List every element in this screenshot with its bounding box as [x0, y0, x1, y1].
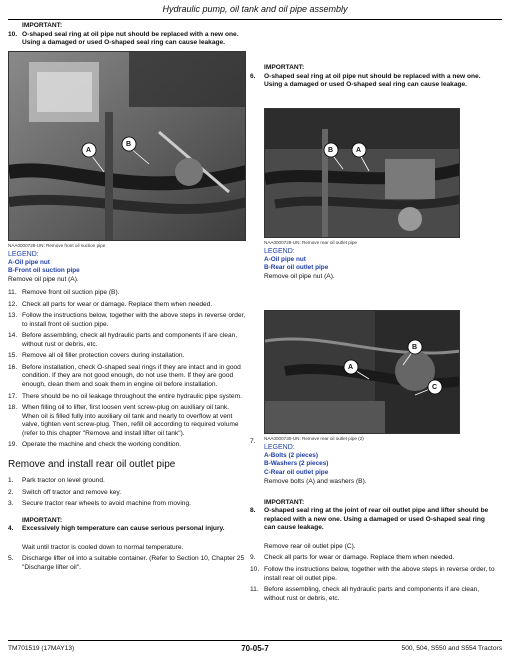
callout-a: A [348, 363, 354, 371]
footer-model: 500, 504, S550 and S554 Tractors [401, 645, 502, 652]
step-15 [8, 352, 246, 361]
instruction-text: Remove bolts (A) and washers (B). [264, 478, 367, 486]
step-number: 17. [8, 392, 18, 400]
step-number: 2. [8, 488, 14, 496]
step-11 [250, 586, 498, 603]
step-text: Remove front oil suction pipe (B). [22, 288, 120, 296]
step-10 [8, 31, 246, 48]
step-text: There should be no oil leakage throughout the entire hydraulic pipe system. [22, 392, 242, 400]
step-text: Check all parts for wear or damage. Replace them when needed. [264, 554, 455, 562]
step-8 [250, 507, 498, 533]
step-number: 11. [8, 288, 17, 296]
step-number: 11. [250, 586, 259, 594]
step-9 [250, 554, 498, 563]
footer-doc-id: TM701519 (17MAY13) [8, 645, 75, 652]
step-text: Excessively high temperature can cause serious personal injury. [22, 525, 225, 533]
step-text: Discharge lifter oil into a suitable container. (Refer to Section 10, Chapter 25 "Discharge lifter oil". [22, 555, 245, 571]
step-number: 7. [250, 437, 256, 445]
step-11 [8, 289, 246, 298]
step-text: Check all parts for wear or damage. Replace them when needed. [22, 300, 213, 308]
step-16 [8, 364, 246, 390]
page-header: Hydraulic pump, oil tank and oil pipe assembly [8, 4, 502, 20]
page-footer [8, 640, 502, 653]
step-number: 12. [8, 300, 18, 308]
footer-page-number: 70-05-7 [241, 644, 269, 653]
wait-text: Wait until tractor is cooled down to normal temperature. [22, 543, 184, 551]
step-5 [8, 555, 246, 572]
right-column [250, 64, 498, 606]
photo-rear-oil-outlet-pipe-2 [264, 310, 460, 434]
step-number: 10. [8, 30, 18, 38]
step-number: 4. [8, 525, 14, 533]
step-number: 15. [8, 352, 18, 360]
photo-front-oil-suction-pipe [8, 51, 246, 241]
step-text: O-shaped seal ring at oil pipe nut should be replaced with a new one. Using a damaged or used O-shaped seal ring can cause leakage. [264, 72, 481, 89]
step-10 [250, 566, 498, 583]
step-6 [250, 73, 498, 90]
step-3 [8, 500, 246, 509]
step-text: Switch off tractor and remove key. [22, 488, 122, 496]
step-text: Before assembling, check all hydraulic parts and components if are clean, without rust or debris, etc. [264, 586, 480, 602]
step-text: Operate the machine and check the working condition. [22, 441, 182, 449]
important-label: IMPORTANT: [264, 498, 305, 506]
step-text: Remove all oil filler protection covers during installation. [22, 352, 185, 360]
step-text: O-shaped seal ring at oil pipe nut should be replaced with a new one. Using a damaged or used O-shaped seal ring can cause leakage. [22, 30, 239, 47]
step-text: Follow the instructions below, together with the above steps in reverse order, to install rear oil outlet pipe. [264, 565, 495, 582]
photo-step-7 [250, 436, 498, 487]
step-number: 13. [8, 312, 18, 320]
important-label: IMPORTANT: [22, 22, 63, 29]
step-number: 16. [8, 363, 18, 371]
step-19 [8, 441, 246, 450]
left-column [8, 22, 246, 575]
step-text: Follow the instructions below, together with the above steps in reverse order, to install front oil suction pipe. [22, 312, 246, 328]
step-number: 10. [250, 565, 260, 573]
callout-c: C [432, 383, 438, 391]
callout-b: B [412, 343, 418, 351]
step-number: 9. [250, 554, 256, 562]
step-number: 3. [8, 500, 14, 508]
step-number: 1. [8, 476, 14, 484]
step-number: 6. [250, 72, 256, 80]
step-text: O-shaped seal ring at the joint of rear oil outlet pipe and lifter should be replaced with a new one. Using a damaged or used O-shaped seal ring can cause leakage. [264, 507, 489, 532]
legend-item: A-Oil pipe nut [264, 255, 306, 263]
step-text: Park tractor on level ground. [22, 476, 105, 484]
important-label: IMPORTANT: [264, 64, 305, 71]
callout-a: A [86, 146, 92, 154]
legend-item: B-Rear oil outlet pipe [264, 264, 329, 272]
photo-caption: NAA0000728-UN: Remove front oil suction pipe [8, 242, 106, 248]
step-12 [8, 301, 246, 310]
callout-a: A [356, 146, 362, 154]
step-4 [8, 525, 246, 534]
photo-caption: NAA0000730-UN: Remove rear oil outlet pipe (2) [264, 435, 364, 441]
step-number: 14. [8, 332, 18, 340]
step-text: Before assembling, check all hydraulic parts and components if are clean, without rust or debris, etc. [22, 332, 238, 348]
legend-title: LEGEND: [8, 250, 39, 258]
legend-title: LEGEND: [264, 247, 295, 255]
step-1 [8, 477, 246, 486]
step-number: 5. [8, 555, 14, 563]
callout-b: B [126, 140, 132, 148]
remove-text: Remove rear oil outlet pipe (C). [264, 542, 356, 550]
legend-item: C-Rear oil outlet pipe [264, 468, 329, 476]
photo-rear-oil-outlet-pipe [264, 108, 460, 238]
step-number: 18. [8, 404, 18, 412]
step-text: Secure tractor rear wheels to avoid machine from moving. [22, 500, 191, 508]
legend-item: A-Oil pipe nut [8, 258, 50, 266]
instruction-text: Remove oil pipe nut (A). [8, 276, 79, 284]
step-text: When filling oil to lifter, first loosen vent screw-plug on auxiliary oil tank. When oil is filled fully into auxiliary oil tank and nearly to overflow at vent valve, tighten vent screw-plug. Then, refill oil according to required volume (refer to this chapter "Remove and install lifter oil tank"). [22, 404, 239, 437]
step-14 [8, 332, 246, 349]
step-number: 19. [8, 441, 18, 449]
legend-item: B-Washers (2 pieces) [264, 460, 329, 468]
section-title: Remove and install rear oil outlet pipe [8, 458, 176, 470]
callout-b: B [328, 146, 334, 154]
step-18 [8, 404, 246, 438]
legend-item: B-Front oil suction pipe [8, 267, 80, 275]
legend-item: A-Bolts (2 pieces) [264, 452, 318, 460]
photo-caption: NAA0000729-UN: Remove rear oil outlet pipe [264, 239, 357, 245]
step-text: Before installation, check O-shaped seal rings if they are intact and in good condition. If they are not good enough, do not use them. If they are good enough, clean them and soak them in engine oil before installation. [22, 363, 241, 389]
step-17 [8, 393, 246, 402]
step-number: 8. [250, 507, 256, 515]
step-13 [8, 312, 246, 329]
step-2 [8, 489, 246, 498]
legend-title: LEGEND: [264, 443, 295, 451]
instruction-text: Remove oil pipe nut (A). [264, 273, 335, 281]
important-label: IMPORTANT: [22, 516, 63, 524]
